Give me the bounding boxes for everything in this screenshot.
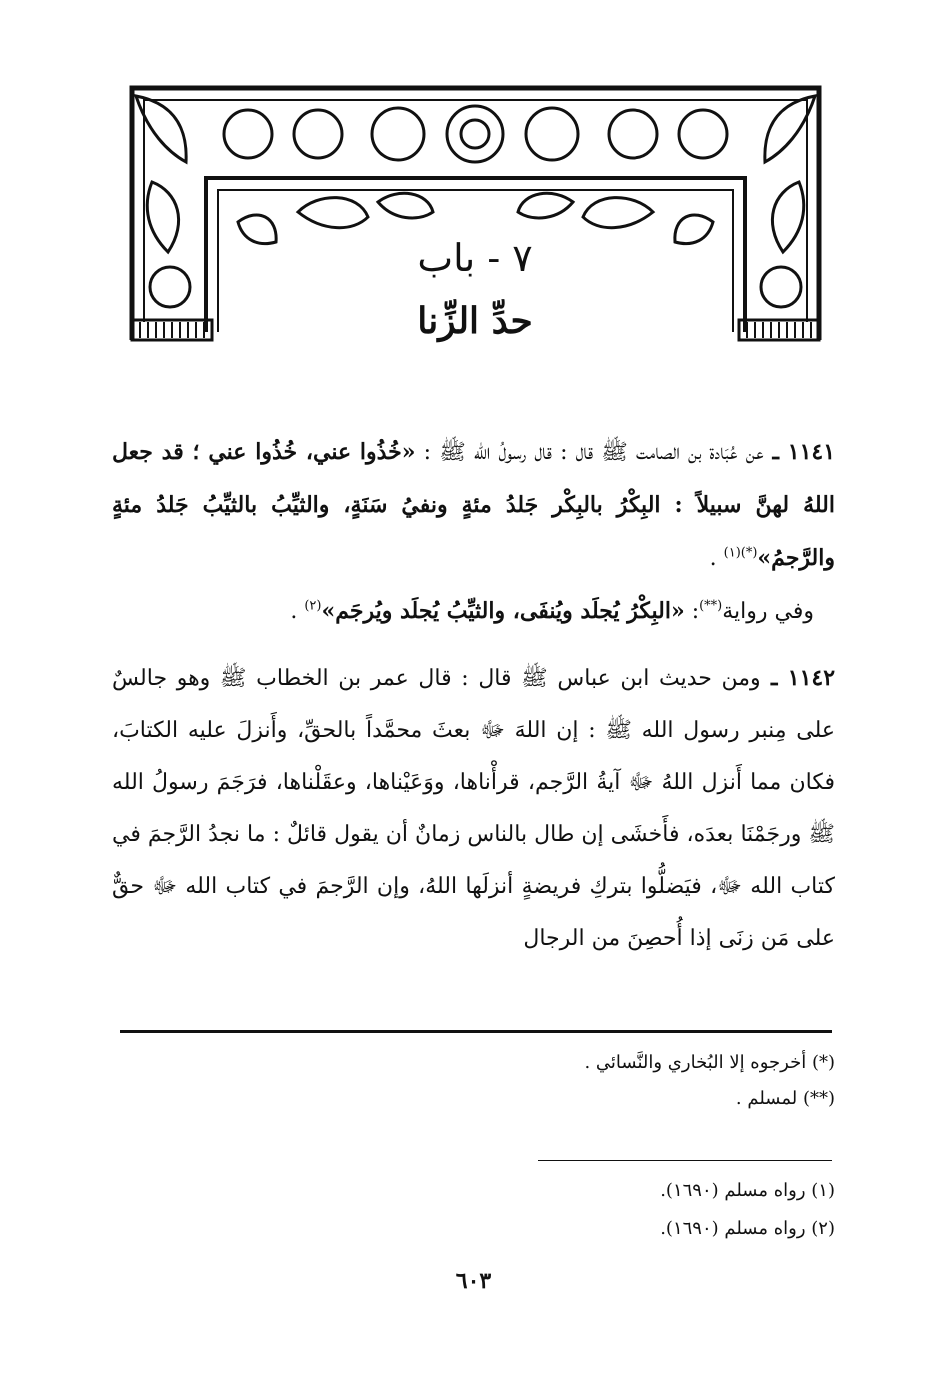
footnote-ref: (*)(١) <box>723 545 758 561</box>
riwaya-text: «البِكْرُ يُجلَد ويُنفَى، والثيِّبُ يُجلَد ويُرجَم» <box>321 598 685 624</box>
hadith-text: «خُذُوا عني، خُذُوا عني ؛ قد جعل اللهُ لهنَّ سبيلاً : البِكْرُ بالبِكْر جَلدُ مئةٍ ونفيُ سَنَةٍ، والثيِّبُ بالثيِّبُ جَلدُ مئةٍ والرَّجمُ» <box>112 439 835 571</box>
footnote-ref: (٢) <box>304 598 322 614</box>
page-number: ٦٠٣ <box>455 1268 492 1294</box>
footnote-ref: (**) <box>699 598 723 614</box>
footnote-divider <box>120 1030 832 1033</box>
hadith-intro: عن عُبَادة بن الصامت ﷺ قال : قال رسولُ الله ﷺ : <box>415 440 764 465</box>
hadith-1142 <box>112 652 835 965</box>
main-text <box>112 426 835 965</box>
hadith-number: ١١٤٢ ـ <box>760 665 836 691</box>
numbered-footnotes <box>120 1172 835 1248</box>
punctuation: . <box>290 599 305 624</box>
hadith-text: ومن حديث ابن عباس ﷺ قال : قال عمر بن الخطاب ﷺ وهو جالسٌ على مِنبر رسول الله ﷺ : إن اللهَ ﷻ بعثَ محمَّداً بالحقِّ، وأَنزلَ عليه الكتابَ، فكان مما أَنزل اللهُ ﷻ آيةُ الرَّجم، قرأْناها، ووَعَيْناها، وعقَلْناها، فرَجَمَ رسولُ الله ﷺ ورجَمْنَا بعدَه، فأَخشَى إن طال بالناس زمانٌ أن يقول قائلٌ : ما نجدُ الرَّجمَ في كتاب الله ﷻ، فيَضلُّوا بتركِ فريضةٍ أنزلَها اللهُ، وإن الرَّجمَ في كتاب الله ﷻ حقٌّ على مَن زنَى إذا أُحصِنَ من الرجال <box>112 666 835 951</box>
footnote: (*) أخرجوه إلا البُخاري والنَّسائي . <box>584 1052 835 1073</box>
punctuation: . <box>709 546 724 571</box>
hadith-number: ١١٤١ ـ <box>763 439 836 465</box>
riwaya-intro: وفي رواية <box>722 599 815 624</box>
footnote: (٢) رواه مسلم (١٦٩٠). <box>660 1218 835 1239</box>
star-footnotes <box>120 1045 835 1117</box>
hadith-1141 <box>112 426 835 585</box>
footnote-divider-short <box>538 1160 832 1161</box>
footnote: (**) لمسلم . <box>735 1088 835 1109</box>
punctuation: : <box>684 599 700 624</box>
chapter-title: حدِّ الزِّنا <box>417 300 533 342</box>
footnote: (١) رواه مسلم (١٦٩٠). <box>660 1180 835 1201</box>
chapter-number: ٧ - باب <box>417 236 533 280</box>
riwaya-line <box>112 585 835 638</box>
